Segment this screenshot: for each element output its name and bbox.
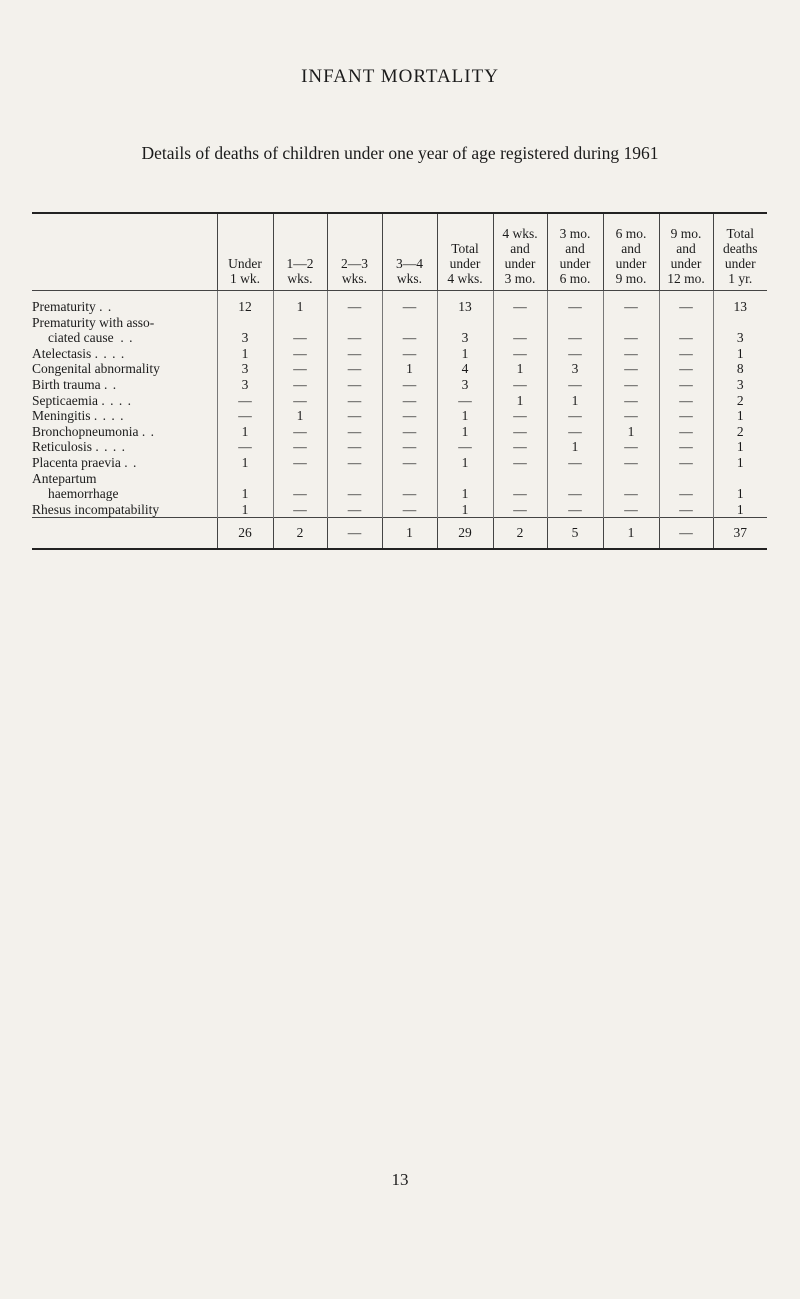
value-cell: — — [327, 502, 382, 518]
value-cell: — — [327, 393, 382, 409]
total-cell: 37 — [713, 518, 767, 550]
cause-cell: Atelectasis . . . . — [32, 345, 126, 361]
value-cell: 1 — [217, 346, 273, 362]
value-cell: — — [659, 361, 713, 377]
value-cell: — — [659, 455, 713, 471]
value-cell: 3 — [547, 361, 603, 377]
value-cell: — — [603, 393, 659, 409]
value-cell: 1 — [437, 346, 493, 362]
value-cell: — — [493, 346, 547, 362]
value-cell: — — [659, 291, 713, 315]
total-cell: 2 — [273, 518, 327, 550]
value-cell: — — [327, 346, 382, 362]
value-cell: — — [273, 471, 327, 502]
value-cell: 3 — [217, 315, 273, 346]
value-cell: 1 — [217, 502, 273, 518]
value-cell: — — [603, 291, 659, 315]
total-cell: 2 — [493, 518, 547, 550]
table-header-row — [32, 213, 767, 291]
value-cell: — — [659, 393, 713, 409]
value-cell: — — [603, 502, 659, 518]
cause-cell: Meningitis . . . . — [32, 408, 125, 424]
value-cell: — — [659, 424, 713, 440]
cause-cell: Birth trauma . . — [32, 376, 118, 392]
totals-row — [32, 518, 767, 550]
value-cell: — — [382, 408, 437, 424]
cause-cell: Antepartum haemorrhage — [32, 470, 119, 502]
table-body — [32, 291, 767, 518]
value-cell: — — [659, 439, 713, 455]
total-cell: — — [659, 518, 713, 550]
value-cell: — — [273, 455, 327, 471]
value-cell: — — [493, 455, 547, 471]
value-cell: — — [493, 377, 547, 393]
table-row — [32, 502, 767, 518]
value-cell: — — [327, 361, 382, 377]
header-under-1wk: Under 1 wk. — [217, 213, 273, 291]
value-cell: 1 — [713, 346, 767, 362]
cause-cell: Prematurity . . — [32, 299, 113, 314]
page-title: INFANT MORTALITY — [301, 66, 499, 87]
value-cell: — — [659, 471, 713, 502]
header-1-2wks: 1—2 wks. — [273, 213, 327, 291]
cause-cell: Bronchopneumonia . . — [32, 423, 155, 439]
value-cell: — — [603, 408, 659, 424]
value-cell: — — [547, 315, 603, 346]
table-row — [32, 424, 767, 440]
value-cell: — — [547, 455, 603, 471]
value-cell: — — [273, 377, 327, 393]
page-subtitle: Details of deaths of children under one year of age registered during 1961 — [141, 143, 659, 163]
value-cell: — — [273, 346, 327, 362]
value-cell: — — [327, 424, 382, 440]
value-cell: — — [327, 439, 382, 455]
total-cell: 26 — [217, 518, 273, 550]
value-cell: — — [437, 393, 493, 409]
value-cell: — — [547, 346, 603, 362]
value-cell: — — [603, 439, 659, 455]
value-cell: — — [603, 361, 659, 377]
value-cell: — — [273, 424, 327, 440]
value-cell: 2 — [713, 424, 767, 440]
value-cell: — — [493, 424, 547, 440]
value-cell: — — [327, 408, 382, 424]
value-cell: — — [327, 455, 382, 471]
value-cell: 1 — [437, 455, 493, 471]
table-row — [32, 455, 767, 471]
value-cell: — — [493, 291, 547, 315]
header-3mo-6mo: 3 mo. and under 6 mo. — [547, 213, 603, 291]
table-row — [32, 361, 767, 377]
value-cell: — — [327, 291, 382, 315]
value-cell: 3 — [217, 361, 273, 377]
total-cell: 1 — [382, 518, 437, 550]
header-total-under-4wks: Total under 4 wks. — [437, 213, 493, 291]
value-cell: — — [603, 346, 659, 362]
value-cell: — — [603, 471, 659, 502]
value-cell: 1 — [273, 291, 327, 315]
header-cause-cell — [32, 213, 217, 291]
value-cell: — — [327, 471, 382, 502]
header-total-under-1yr: Total deaths under 1 yr. — [713, 213, 767, 291]
value-cell: 1 — [437, 502, 493, 518]
value-cell: 1 — [217, 424, 273, 440]
value-cell: — — [382, 502, 437, 518]
value-cell: — — [493, 439, 547, 455]
value-cell: — — [493, 502, 547, 518]
value-cell: 1 — [603, 424, 659, 440]
value-cell: — — [327, 377, 382, 393]
value-cell: — — [659, 315, 713, 346]
value-cell: 1 — [437, 424, 493, 440]
value-cell: 1 — [437, 471, 493, 502]
value-cell: 4 — [437, 361, 493, 377]
value-cell: 1 — [437, 408, 493, 424]
value-cell: — — [493, 315, 547, 346]
value-cell: — — [382, 439, 437, 455]
value-cell: 1 — [713, 439, 767, 455]
page-number: 13 — [391, 1170, 409, 1189]
total-cell: 5 — [547, 518, 603, 550]
value-cell: 3 — [437, 377, 493, 393]
value-cell: 2 — [713, 393, 767, 409]
value-cell: 1 — [217, 455, 273, 471]
value-cell: — — [217, 408, 273, 424]
value-cell: 8 — [713, 361, 767, 377]
cause-cell: Prematurity with asso- ciated cause . . — [32, 314, 155, 346]
value-cell: — — [382, 393, 437, 409]
value-cell: 3 — [437, 315, 493, 346]
value-cell: 1 — [382, 361, 437, 377]
value-cell: — — [547, 291, 603, 315]
table-row — [32, 408, 767, 424]
table-row — [32, 377, 767, 393]
value-cell: 12 — [217, 291, 273, 315]
value-cell: — — [382, 291, 437, 315]
cause-cell: Rhesus incompatability — [32, 501, 160, 517]
value-cell: 1 — [217, 471, 273, 502]
value-cell: — — [437, 439, 493, 455]
value-cell: 1 — [493, 393, 547, 409]
value-cell: — — [603, 455, 659, 471]
cause-cell: Placenta praevia . . — [32, 454, 138, 470]
value-cell: — — [327, 315, 382, 346]
total-cell: — — [327, 518, 382, 550]
value-cell: — — [382, 455, 437, 471]
table-row — [32, 471, 767, 502]
value-cell: 1 — [713, 471, 767, 502]
value-cell: — — [547, 424, 603, 440]
value-cell: — — [603, 377, 659, 393]
table-row — [32, 346, 767, 362]
value-cell: 3 — [217, 377, 273, 393]
value-cell: — — [273, 439, 327, 455]
value-cell: — — [382, 471, 437, 502]
value-cell: — — [547, 377, 603, 393]
value-cell: 1 — [713, 502, 767, 518]
value-cell: — — [493, 408, 547, 424]
value-cell: — — [382, 346, 437, 362]
value-cell: — — [547, 408, 603, 424]
cause-cell: Reticulosis . . . . — [32, 439, 126, 455]
value-cell: — — [493, 471, 547, 502]
total-cell: 29 — [437, 518, 493, 550]
value-cell: — — [659, 502, 713, 518]
value-cell: 3 — [713, 377, 767, 393]
table-row — [32, 439, 767, 455]
cause-cell: Congenital abnormality — [32, 361, 160, 377]
value-cell: — — [547, 502, 603, 518]
value-cell: 1 — [713, 408, 767, 424]
value-cell: — — [659, 377, 713, 393]
totals-label-cell — [32, 518, 217, 550]
value-cell: — — [547, 471, 603, 502]
header-9mo-12mo: 9 mo. and under 12 mo. — [659, 213, 713, 291]
value-cell: — — [273, 361, 327, 377]
value-cell: — — [659, 346, 713, 362]
value-cell: 1 — [547, 393, 603, 409]
value-cell: — — [273, 393, 327, 409]
infant-mortality-table — [32, 212, 767, 550]
value-cell: — — [603, 315, 659, 346]
value-cell: — — [217, 393, 273, 409]
value-cell: — — [217, 439, 273, 455]
header-2-3wks: 2—3 wks. — [327, 213, 382, 291]
value-cell: 1 — [493, 361, 547, 377]
value-cell: — — [382, 424, 437, 440]
value-cell: — — [659, 408, 713, 424]
value-cell: — — [382, 377, 437, 393]
table-row — [32, 291, 767, 315]
total-cell: 1 — [603, 518, 659, 550]
table-row — [32, 315, 767, 346]
value-cell: — — [273, 315, 327, 346]
cause-cell: Septicaemia . . . . — [32, 392, 132, 408]
value-cell: — — [382, 315, 437, 346]
value-cell: — — [273, 502, 327, 518]
value-cell: 1 — [713, 455, 767, 471]
header-6mo-9mo: 6 mo. and under 9 mo. — [603, 213, 659, 291]
header-4wks-3mo: 4 wks. and under 3 mo. — [493, 213, 547, 291]
value-cell: 1 — [273, 408, 327, 424]
table-row — [32, 393, 767, 409]
value-cell: 1 — [547, 439, 603, 455]
header-3-4wks: 3—4 wks. — [382, 213, 437, 291]
value-cell: 13 — [437, 291, 493, 315]
value-cell: 3 — [713, 315, 767, 346]
value-cell: 13 — [713, 291, 767, 315]
